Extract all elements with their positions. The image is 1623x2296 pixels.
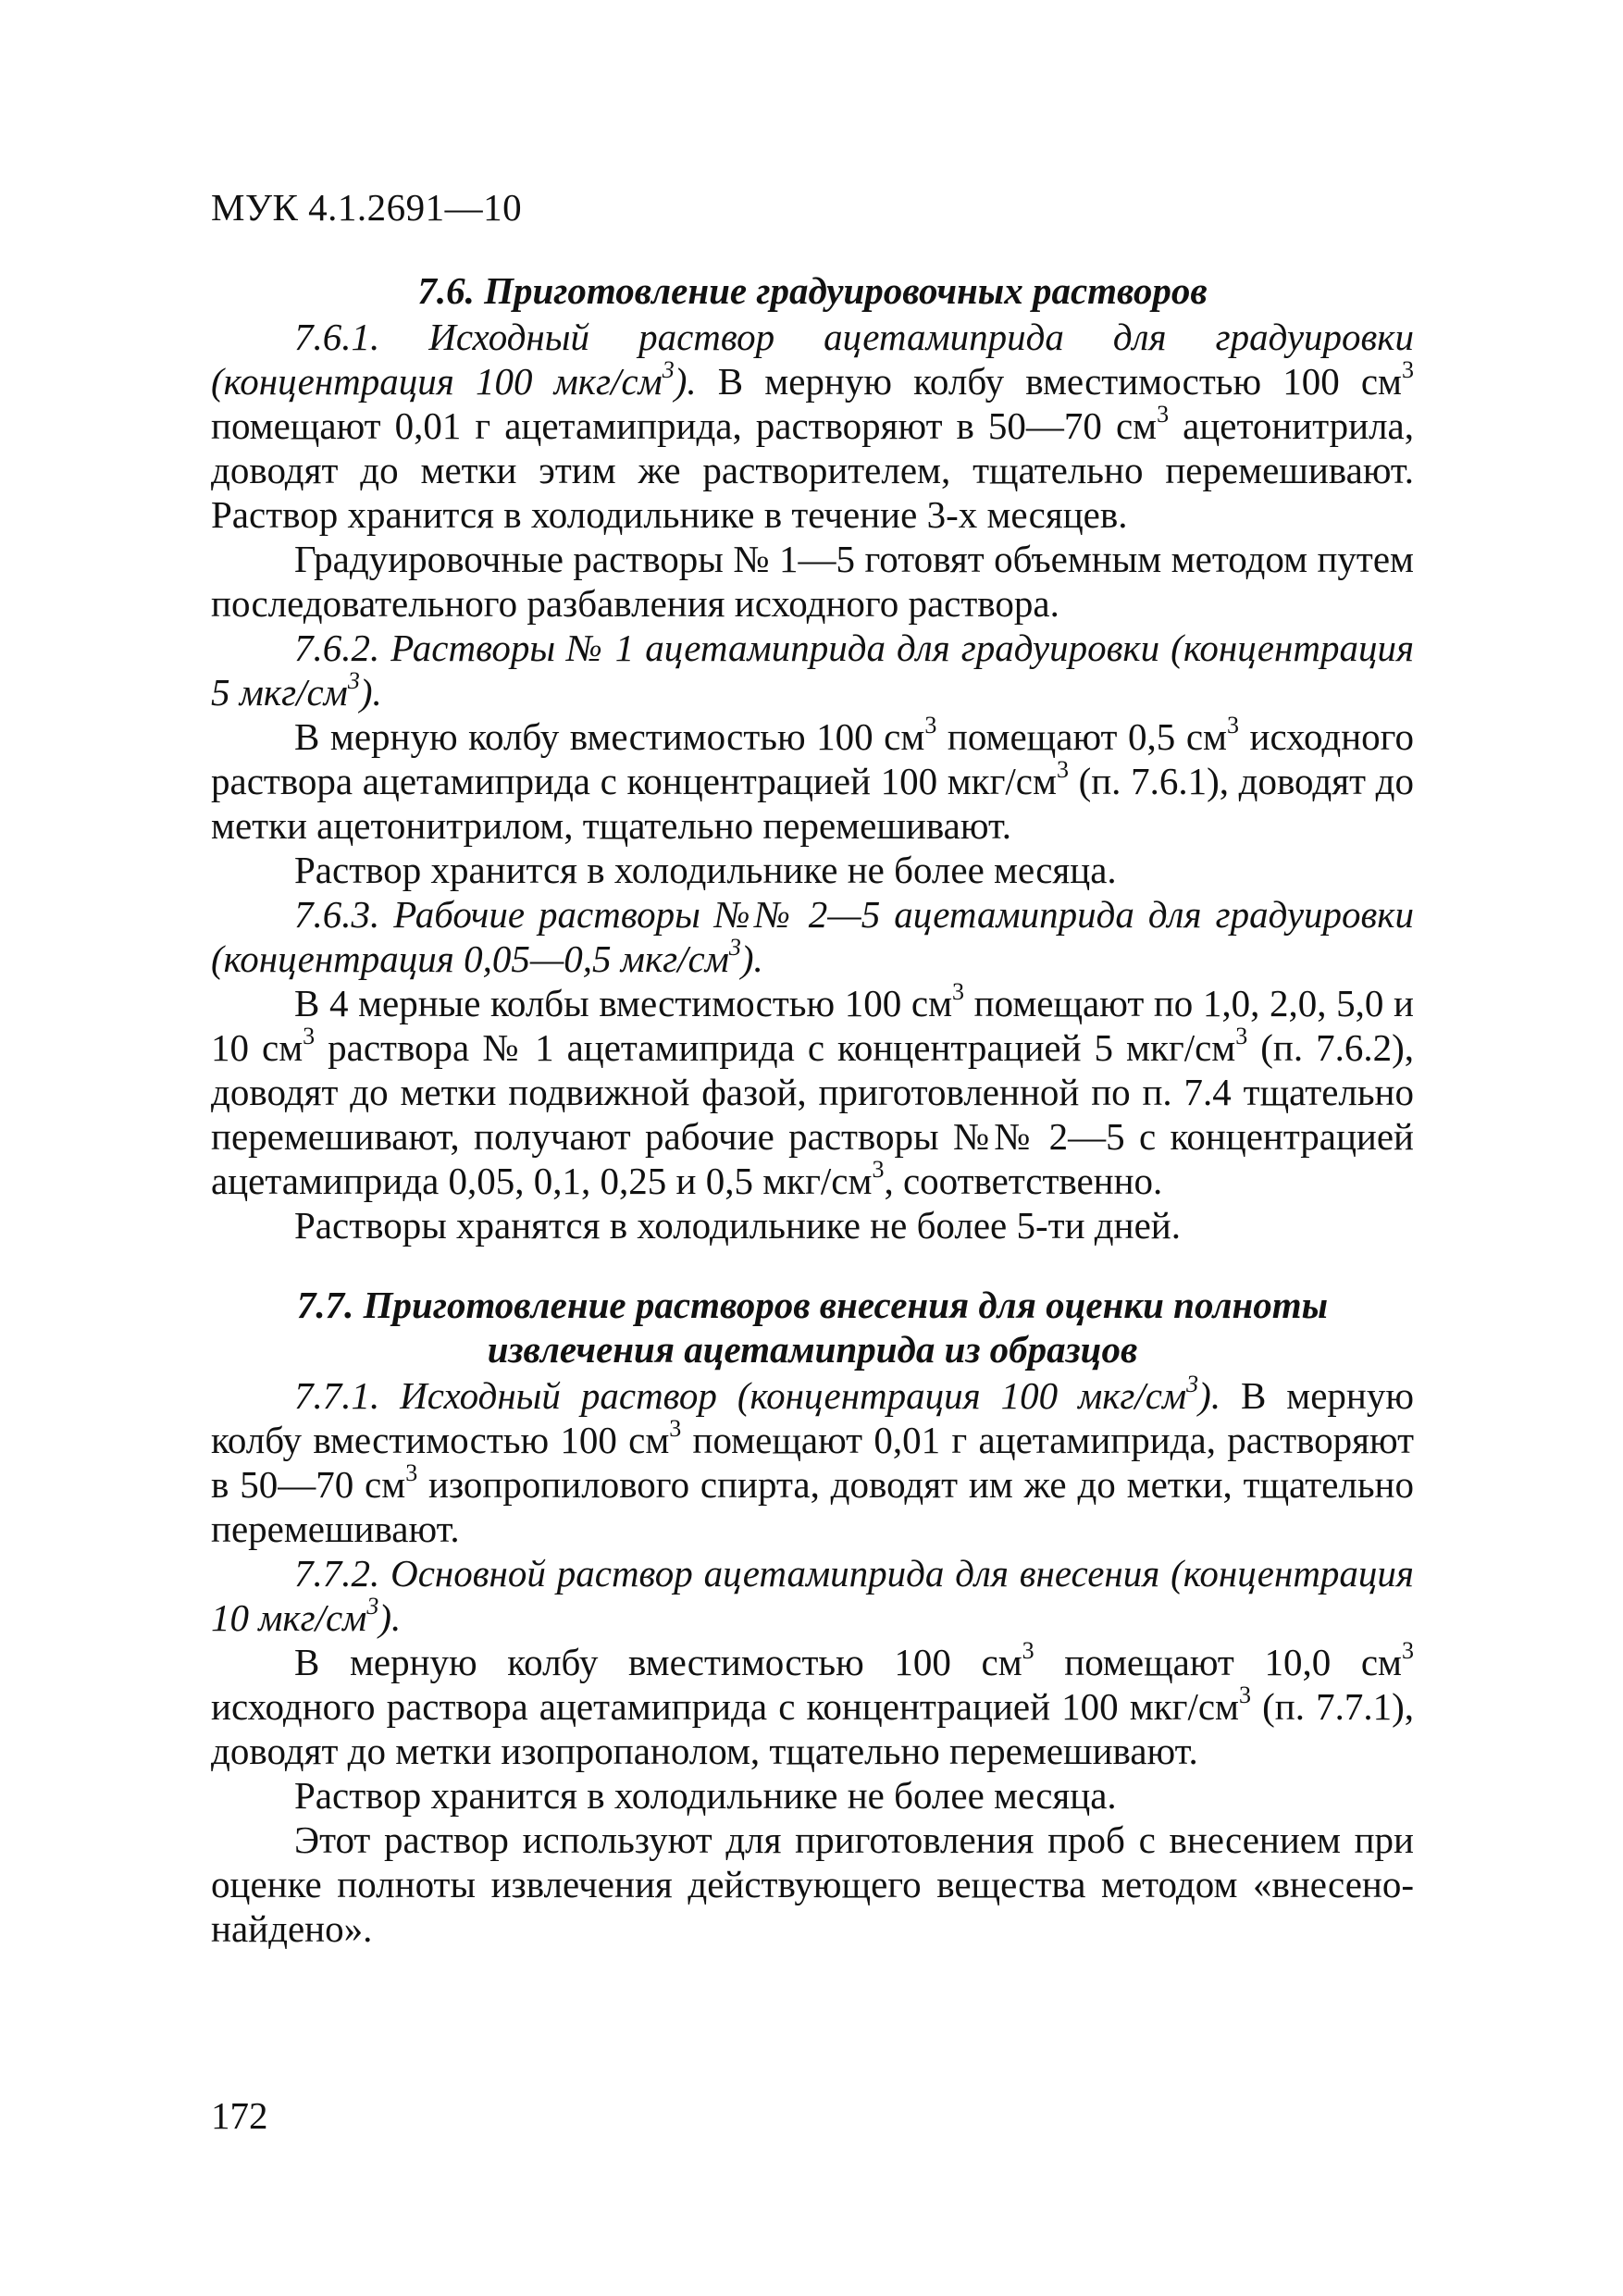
section-7-7-heading-line-1: 7.7. Приготовление растворов внесения для оценки полноты xyxy=(296,1284,1329,1326)
paragraph-7-7-2: 7.7.2. Основной раствор ацетамиприда для внесения (концентрация 10 мкг/$см^3$). xyxy=(211,1552,1414,1639)
section-7-6-heading: 7.6. Приготовление градуировочных растворов xyxy=(417,269,1208,312)
paragraph-7-7-1: 7.7.1. Исходный раствор (концентрация 100 мкг/$см^3$). В мерную колбу вместимостью 100 $см^3$ помещают 0,01 г ацетамиприда, растворяют в 50—70 $см^3$ изопропилового спирта, доводят им же до метки, тщательно перемешивают. xyxy=(211,1371,1415,1550)
section-7-7-heading xyxy=(211,1283,1414,1371)
page-number: 172 xyxy=(211,2094,268,2137)
paragraph-usage-note: Этот раствор используют для приготовления проб с внесением при оценке полноты извлечения действующего вещества методом «внесено-найдено». xyxy=(211,1818,1414,1950)
subsection-lead: 7.7.1. Исходный раствор (концентрация 100 мкг/$см^3$). xyxy=(294,1371,1221,1417)
paragraph-working-solutions-prep: В 4 мерные колбы вместимостью 100 $см^3$ помещают по 1,0, 2,0, 5,0 и 10 $см^3$ раствора № 1 ацетамиприда с концентрацией 5 мкг/$см^3$ (п. 7.6.2), доводят до метки подвижной фазой, приготовленной по п. 7.4 тщательно перемешивают, получают рабочие растворы №№ 2—5 с концентрацией ацетамиприда 0,05, 0,1, 0,25 и 0,5 мкг/$см^3$, соответственно. xyxy=(211,978,1414,1202)
paragraph-7-6-3: 7.6.3. Рабочие растворы №№ 2—5 ацетамиприда для градуировки (концентрация 0,05—0,5 мкг/$см^3$). xyxy=(211,893,1414,980)
document-code-header: МУК 4.1.2691—10 xyxy=(211,186,523,229)
paragraph-solution-1-prep: В мерную колбу вместимостью 100 $см^3$ помещают 0,5 $см^3$ исходного раствора ацетамиприда с концентрацией 100 мкг/$см^3$ (п. 7.6.1), доводят до метки ацетонитрилом, тщательно перемешивают. xyxy=(211,712,1414,847)
paragraph-7-6-1: 7.6.1. Исходный раствор ацетамиприда для градуировки (концентрация 100 мкг/$см^3$). В мерную колбу вместимостью 100 $см^3$ помещают 0,01 г ацетамиприда, растворяют в 50—70 $см^3$ ацетонитрила, доводят до метки этим же растворителем, тщательно перемешивают. Раствор хранится в холодильнике в течение 3-х месяцев. xyxy=(211,316,1414,536)
paragraph-storage-month: Раствор хранится в холодильнике не более месяца. xyxy=(294,849,1117,891)
paragraph-storage-5-days: Растворы хранятся в холодильнике не более 5-ти дней. xyxy=(294,1204,1181,1247)
paragraph-calibration-solutions: Градуировочные растворы № 1—5 готовят объемным методом путем последовательного разбавления исходного раствора. xyxy=(211,538,1414,625)
section-7-7-heading-line-2: извлечения ацетамиприда из образцов xyxy=(487,1328,1138,1371)
paragraph-spiking-solution-prep: В мерную колбу вместимостью 100 $см^3$ помещают 10,0 $см^3$ исходного раствора ацетамиприда с концентрацией 100 мкг/$см^3$ (п. 7.7.1), доводят до метки изопропанолом, тщательно перемешивают. xyxy=(211,1637,1415,1772)
paragraph-7-6-2: 7.6.2. Растворы № 1 ацетамиприда для градуировки (концентрация 5 мкг/$см^3$). xyxy=(211,627,1414,714)
paragraph-storage-month-2: Раствор хранится в холодильнике не более месяца. xyxy=(294,1774,1117,1817)
page-content xyxy=(211,268,1414,1951)
subsection-lead: 7.6.1. Исходный раствор ацетамиприда для градуировки (концентрация 100 мкг/$см^3$). xyxy=(211,316,1414,403)
